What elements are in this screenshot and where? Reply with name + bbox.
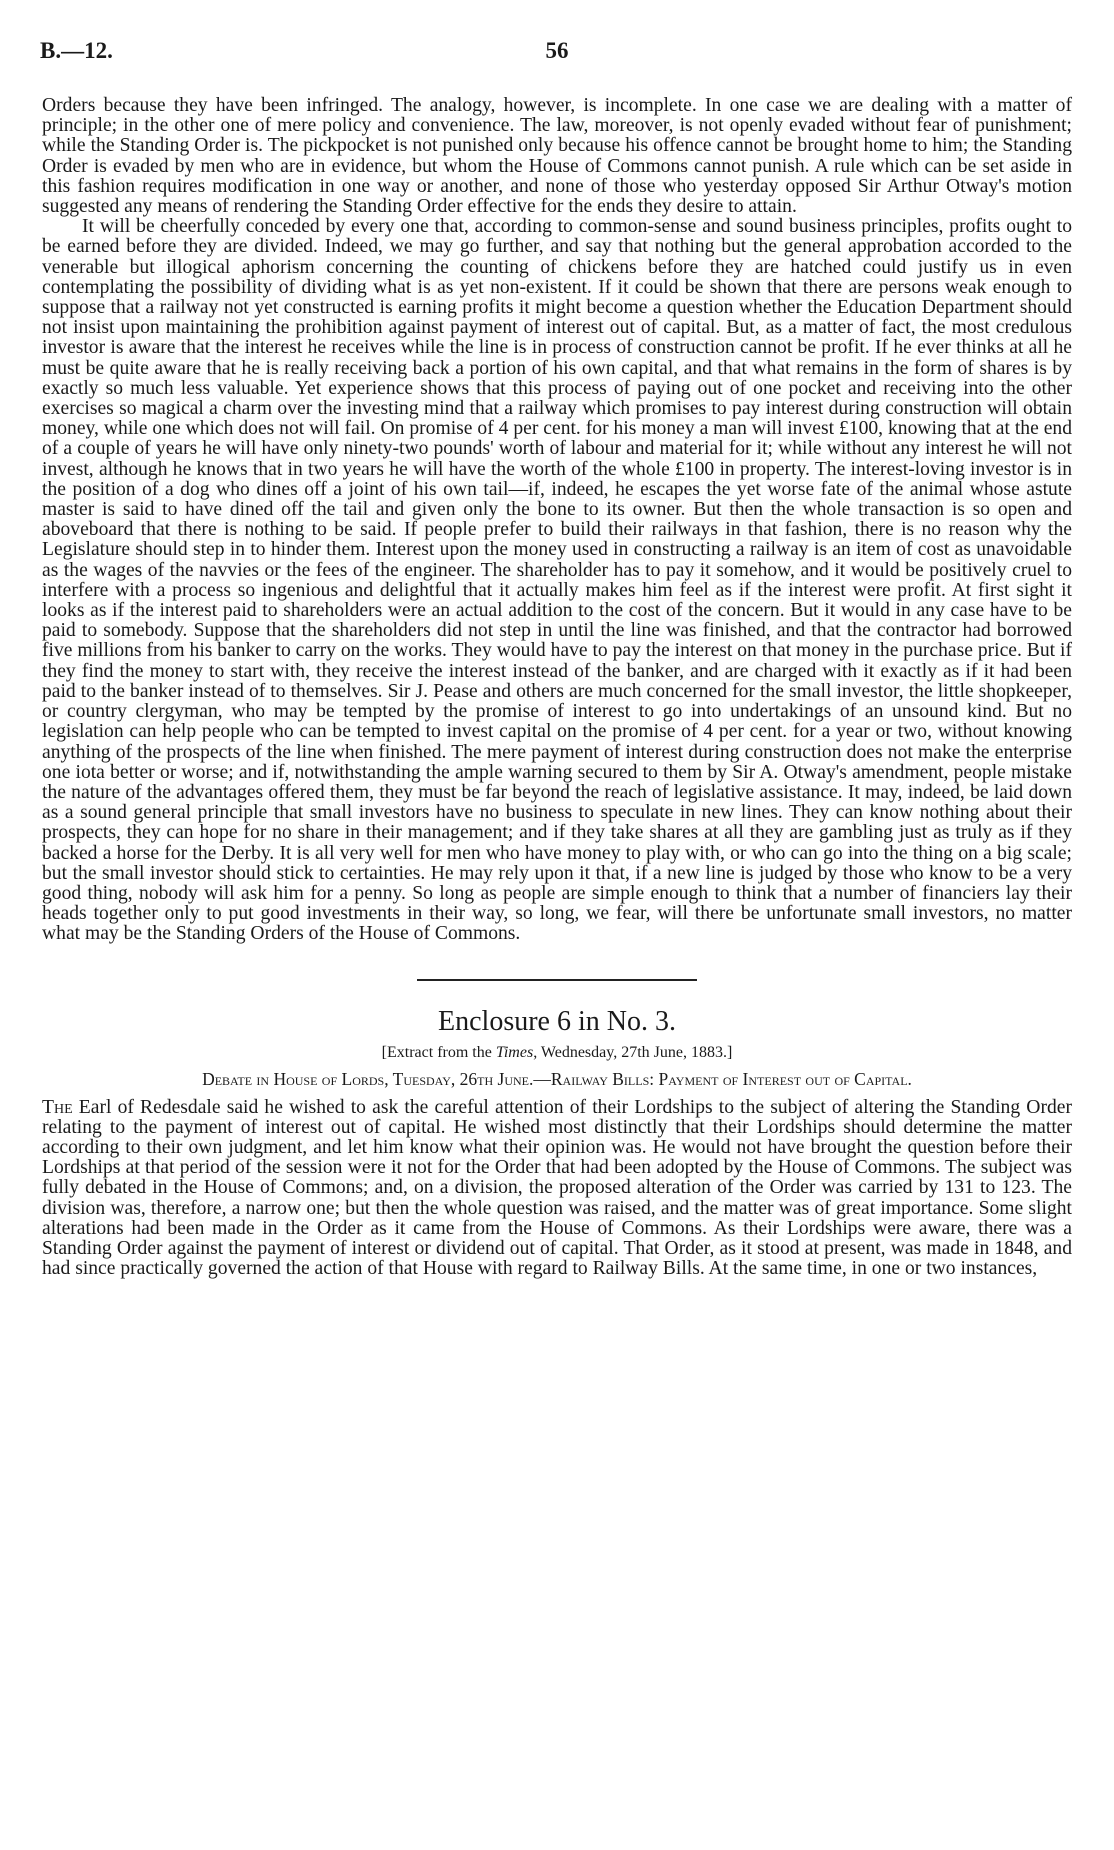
page-number: 56 — [545, 38, 569, 63]
enclosure-title: Enclosure 6 in No. 3. — [438, 1005, 676, 1037]
paragraph-interest-argument: It will be cheerfully conceded by every one that, according to common-sense and sound business principles, profits ought to be earned before they are divided. Indeed, we may go further, and say that nothing but the general approbation accorded to the venerable but illogical aphorism concerning the counting of chickens before they are hatched could justify us in even contemplating the possibility of dividing what is as yet non-existent. If it could be shown that there are persons weak enough to suppose that a railway not yet constructed is earning profits it might become a question whether the Education Department should not insist upon maintaining the prohibition against payment of interest out of capital. But, as a matter of fact, the most credulous investor is aware that the interest he receives while the line is in process of construction cannot be profit. If he ever thinks at all he must be quite aware that he is really receiving back a portion of his own capital, and that what remains in the form of shares is by exactly so much less valuable. Yet experience shows that this process of paying out of one pocket and receiving into the other exercises so magical a charm over the investing mind that a railway which promises to pay interest during construction will obtain money, while one which does not will fail. On promise of 4 per cent. for his money a man will invest £100, knowing that at the end of a couple of years he will have only ninety-two pounds' worth of labour and material for it; while without any interest he will not invest, although he knows that in two years he will have the worth of the whole £100 in property. The interest-loving investor is in the position of a dog who dines off a joint of his own tail—if, indeed, he escapes the yet worse fate of the animal whose astute master is said to have dined off the tail and given only the bone to its owner. But then the whole transaction is so open and aboveboard that there is nothing to be said. If people prefer to build their railways in that fashion, there is no reason why the Legislature should step in to hinder them. Interest upon the money used in constructing a railway is an item of cost as unavoidable as the wages of the navvies or the fees of the engineer. The shareholder has to pay it somehow, and it would be positively cruel to interfere with a process so ingenious and delightful that it actually makes him feel as if the interest were profit. At first sight it looks as if the interest paid to shareholders were an actual addition to the cost of the concern. But it would in any case have to be paid to somebody. Suppose that the shareholders did not step in until the line was finished, and that the contractor had borrowed five millions from his banker to carry on the works. They would have to pay the interest on that money in the purchase price. But if they find the money to start with, they receive the interest instead of the banker, and are charged with it exactly as if it had been paid to the banker instead of to themselves. Sir J. Pease and others are much concerned for the small investor, the little shopkeeper, or country clergyman, who may be tempted by the promise of interest to go into undertakings of an unsound kind. But no legislation can help people who can be tempted to invest capital on the promise of 4 per cent. for a year or two, without knowing anything of the prospects of the line when finished. The mere payment of interest during construction does not make the enterprise one iota better or worse; and if, notwithstanding the ample warning secured to them by Sir A. Otway's amendment, people mistake the nature of the advantages offered them, they must be far beyond the reach of legislative assistance. It may, indeed, be laid down as a sound general principle that small investors have no business to speculate in new lines. They can know nothing about their prospects, they can hope for no share in their management; and if they take shares at all they are gambling just as truly as if they backed a horse for the Derby. It is all very well for men who have money to play with, or who can go into the thing on a big scale; but the small investor should stick to certainties. He may rely upon it that, if a new line is judged by those who know to be a very good thing, nobody will ask him for a penny. So long as people are simple enough to think that a number of financiers lay their heads together only to put good investments in their way, so long, we fear, will there be unfortunate small investors, no matter what may be the Standing Orders of the House of Commons. — [42, 216, 1072, 945]
source-suffix: , Wednesday, 27th June, 1883.] — [533, 1043, 733, 1061]
enclosure-source — [42, 1043, 1072, 1063]
document-reference: B.—12. — [40, 38, 113, 63]
paragraph-debate-text: Earl of Redesdale said he wished to ask the careful attention of their Lordships to the subject of altering the Standing Order relating to the payment of interest out of capital. He wished most distinctly that their Lordships should determine the matter according to their own judgment, and let him know what their opinion was. He would not have brought the question before their Lordships at that period of the session were it not for the Order that had been adopted by the House of Commons. The subject was fully debated in the House of Commons; and, on a division, the proposed alteration of the Order was carried by 131 to 123. The division was, therefore, a narrow one; but then the whole question was raised, and the matter was of great importance. Some slight alterations had been made in the Order as it came from the House of Commons. As their Lordships were aware, there was a Standing Order against the payment of interest or dividend out of capital. That Order, as it stood at present, was made in 1848, and had since practically governed the action of that House with regard to Railway Bills. At the same time, in one or two instances, — [42, 1096, 1072, 1280]
document-body — [42, 96, 1072, 1279]
paragraph-debate — [42, 1098, 1072, 1280]
paragraph-lead-word: The — [42, 1096, 73, 1118]
section-divider — [417, 979, 697, 981]
enclosure-heading: Debate in House of Lords, Tuesday, 26th June.—Railway Bills: Payment of Interest out of Capital. — [202, 1068, 912, 1089]
source-prefix: [Extract from the — [381, 1043, 496, 1061]
page-header — [40, 38, 1074, 68]
source-newspaper: Times — [495, 1043, 534, 1061]
paragraph-continuation: Orders because they have been infringed. The analogy, however, is incomplete. In one case we are dealing with a matter of principle; in the other one of mere policy and convenience. The law, moreover, is not openly evaded without fear of punishment; while the Standing Order is. The pickpocket is not punished only because his offence cannot be brought home to him; the Standing Order is evaded by men who are in evidence, but whom the House of Commons cannot punish. A rule which can be set aside in this fashion requires modification in one way or another, and none of those who yesterday opposed Sir Arthur Otway's motion suggested any means of rendering the Standing Order effective for the ends they desire to attain. — [42, 95, 1072, 218]
